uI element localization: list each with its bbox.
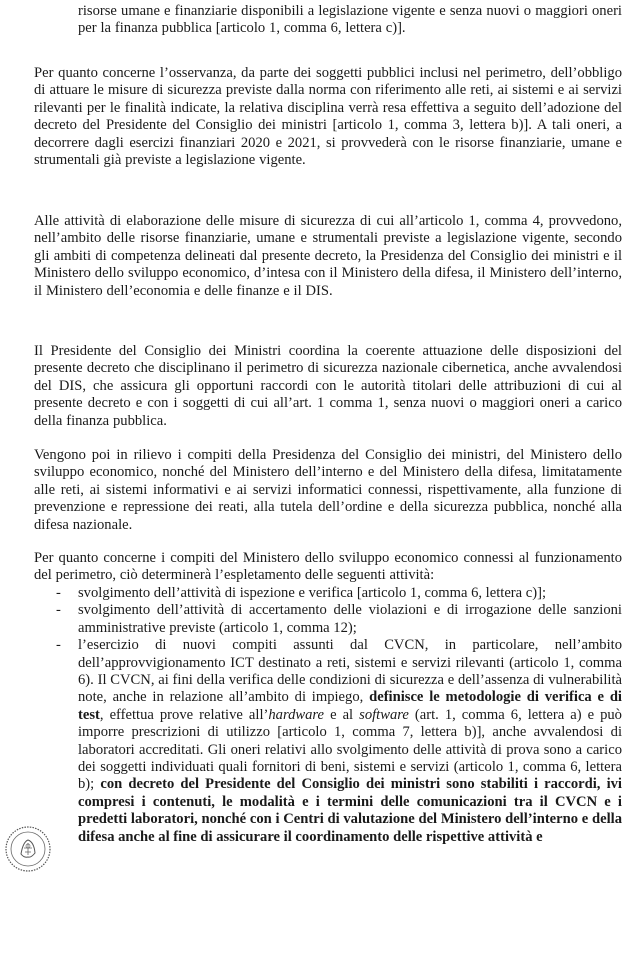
bold-text: definisce le metodologie di verifica e di test [78,689,622,723]
official-seal-icon [3,824,53,874]
list-item-text: , effettua prove relative all’ [99,706,269,723]
paragraph-mise-tasks: Per quanto concerne i compiti del Ministero dello sviluppo economico connessi al funzionamento del perimetro, ciò determinerà l’espletamento delle seguenti attività: [34,550,622,584]
activity-list [34,585,622,846]
list-item [34,585,622,602]
list-bullet: - [56,637,61,654]
list-bullet: - [56,602,61,619]
bold-text: con decreto del Presidente del Consiglio dei ministri sono stabiliti i raccordi, ivi compresi i contenuti, le modalità e i termini delle comunicazioni tra il CVCN e i predetti laboratori, nonché con i Centri di valutazione del Ministero dell’interno e della difesa anche al fine di assicurare il coordinamento delle rispettive attività e [78,776,622,845]
list-item-text: l’esercizio di nuovi compiti assunti dal CVCN, in particolare, nell’ambito dell’approvvigionamento ICT destinato a reti, sistemi e servizi rilevanti (articolo 1, comma 6). Il CVCN, ai fini della verifica delle condizioni di sicurezza e dell’assenza di vulnerabilità note, anche in relazione all’ambito di impiego, [78,637,622,706]
italic-text: software [359,706,409,723]
list-item-text: svolgimento dell’attività di accertamento delle violazioni e di irrogazione delle sanzioni amministrative previste (articolo 1, comma 12); [78,602,622,636]
paragraph-coordination: Il Presidente del Consiglio dei Ministri coordina la coerente attuazione delle disposizioni del presente decreto che disciplinano il perimetro di sicurezza nazionale cibernetica, anche avvalendosi del DIS, che assicura gli opportuni raccordi con le autorità titolari delle attribuzioni di cui al presente decreto e con i soggetti di cui all’art. 1 comma 1, senza nuovi o maggiori oneri a carico della finanza pubblica. [34,343,622,429]
list-item-text: svolgimento dell’attività di ispezione e verifica [articolo 1, comma 6, lettera c)]; [78,585,547,601]
italic-text: hardware [268,706,325,723]
paragraph-tasks: Vengono poi in rilievo i compiti della Presidenza del Consiglio dei ministri, del Ministero dello sviluppo economico, nonché del Ministero dell’interno e del Ministero della difesa, limitatamente alle reti, ai sistemi informativi e ai servizi informatici connessi, rispettivamente, alla funzione di prevenzione e repressione dei reati, alla tutela dell’ordine e della sicurezza pubblica, nonché alla difesa nazionale. [34,447,622,533]
paragraph-continuation: risorse umane e finanziarie disponibili a legislazione vigente e senza nuovi o maggiori oneri per la finanza pubblica [articolo 1, comma 6, lettera c)]. [78,3,622,37]
list-item [34,637,622,846]
list-bullet: - [56,585,61,601]
paragraph-observance: Per quanto concerne l’osservanza, da parte dei soggetti pubblici inclusi nel perimetro, dell’obbligo di attuare le misure di sicurezza previste dalla norma con riferimento alle reti, ai sistemi e ai servizi rilevanti per le finalità indicate, la relativa disciplina verrà resa effettiva a seguito dell’adozione del decreto del Presidente del Consiglio dei ministri [articolo 1, comma 3, lettera b)]. A tali oneri, a decorrere dagli esercizi finanziari 2020 e 2021, si provvederà con le risorse finanziarie, umane e strumentali già previste a legislazione vigente. [34,65,622,169]
list-item-text: (art. 1, comma 6, lettera a) e può imporre prescrizioni di utilizzo [articolo 1, comma 7, lettera b)], anche avvalendosi di laboratori accreditati. Gli oneri relativi allo svolgimento delle attività di prova sono a carico dei soggetti individuati quali fornitori di beni, sistemi e servizi (articolo 1, comma 6, lettera b); [78,706,622,793]
list-item-text: e al [324,706,360,723]
list-item [34,602,622,637]
paragraph-security-measures: Alle attività di elaborazione delle misure di sicurezza di cui all’articolo 1, comma 4, provvedono, nell’ambito delle risorse finanziarie, umane e strumentali previste a legislazione vigente, secondo gli ambiti di competenza delineati dal presente decreto, la Presidenza del Consiglio dei ministri e il Ministero dello sviluppo economico, d’intesa con il Ministero della difesa, il Ministero dell’interno, il Ministero dell’economia e delle finanze e il DIS. [34,213,622,299]
